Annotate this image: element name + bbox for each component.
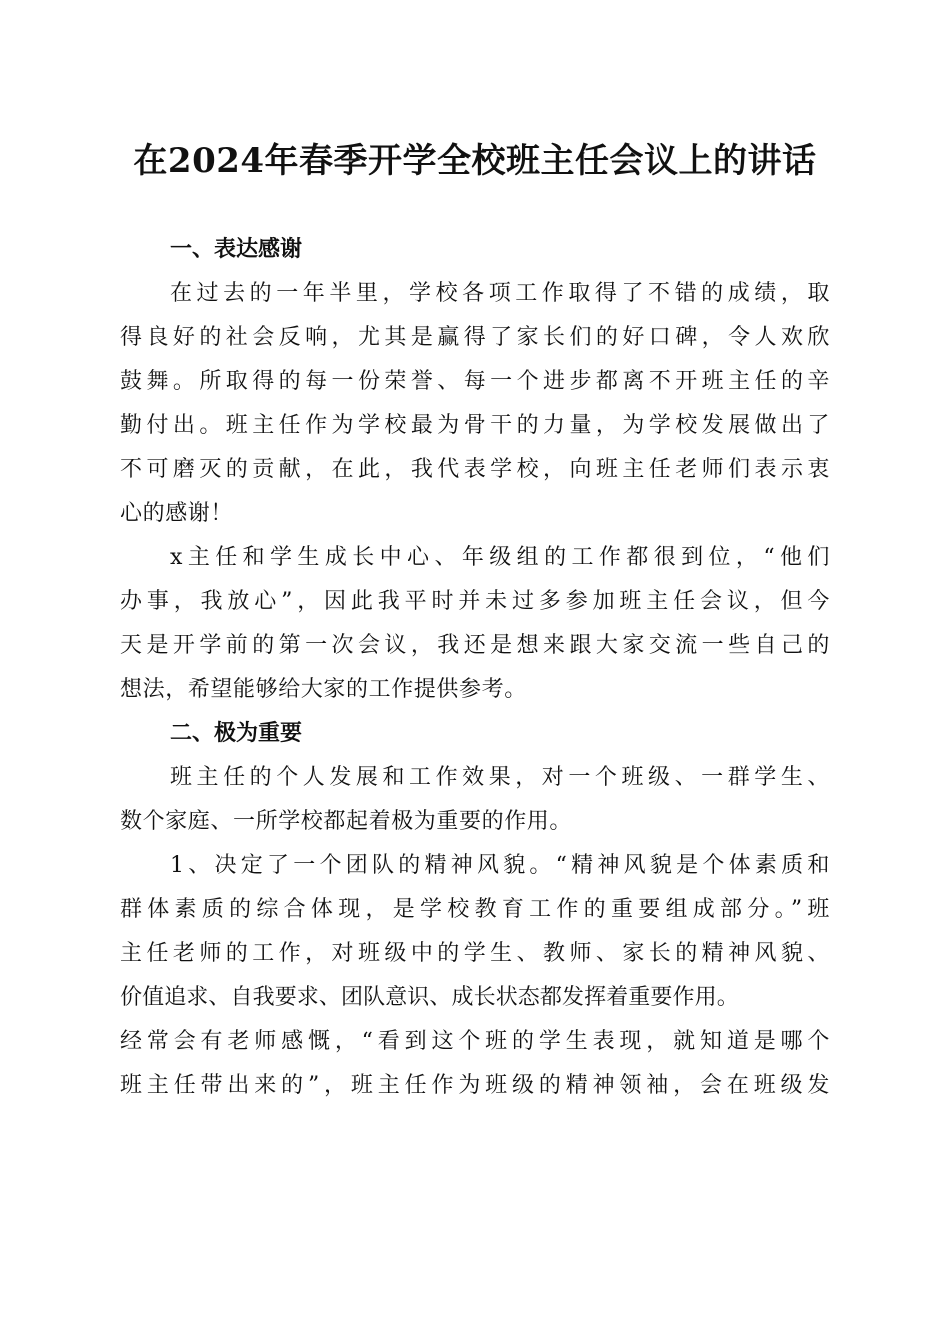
document-title: 在2024年春季开学全校班主任会议上的讲话 [133, 141, 817, 181]
paragraph-line: 群体素质的综合体现，是学校教育工作的重要组成部分。”班 [120, 897, 830, 922]
paragraph-line: 得良好的社会反响，尤其是赢得了家长们的好口碑，令人欢欣 [120, 325, 830, 350]
paragraph-line: 不可磨灭的贡献，在此，我代表学校，向班主任老师们表示衷 [120, 457, 830, 482]
paragraph-line: 办事，我放心”，因此我平时并未过多参加班主任会议，但今 [120, 589, 830, 614]
paragraph-role-impact [120, 756, 830, 844]
paragraph-line: x主任和学生成长中心、年级组的工作都很到位，“他们 [170, 545, 830, 570]
paragraph-line: 班主任的个人发展和工作效果，对一个班级、一群学生、 [170, 765, 830, 790]
paragraph-team-spirit [120, 844, 830, 1108]
paragraph-line: 勤付出。班主任作为学校最为骨干的力量，为学校发展做出了 [120, 413, 830, 438]
paragraph-achievements [120, 272, 830, 536]
paragraph-line: 数个家庭、一所学校都起着极为重要的作用。 [120, 809, 573, 834]
paragraph-line: 心的感谢！ [120, 501, 234, 526]
section-heading-importance: 二、极为重要 [170, 721, 303, 746]
paragraph-line: 在过去的一年半里，学校各项工作取得了不错的成绩，取 [170, 281, 830, 306]
paragraph-line: 想法，希望能够给大家的工作提供参考。 [120, 677, 527, 702]
paragraph-line: 天是开学前的第一次会议，我还是想来跟大家交流一些自己的 [120, 633, 830, 658]
paragraph-line: 主任老师的工作，对班级中的学生、教师、家长的精神风貌、 [120, 941, 830, 966]
paragraph-line: 班主任带出来的”，班主任作为班级的精神领袖，会在班级发 [120, 1073, 830, 1098]
paragraph-meeting-purpose [120, 536, 830, 712]
paragraph-line: 价值追求、自我要求、团队意识、成长状态都发挥着重要作用。 [120, 985, 739, 1010]
paragraph-line: 1、决定了一个团队的精神风貌。“精神风貌是个体素质和 [170, 853, 830, 878]
section-heading-gratitude: 一、表达感谢 [170, 237, 303, 262]
document-body [120, 228, 830, 1108]
paragraph-line: 鼓舞。所取得的每一份荣誉、每一个进步都离不开班主任的辛 [120, 369, 830, 394]
paragraph-line: 经常会有老师感慨，“看到这个班的学生表现，就知道是哪个 [120, 1029, 830, 1054]
